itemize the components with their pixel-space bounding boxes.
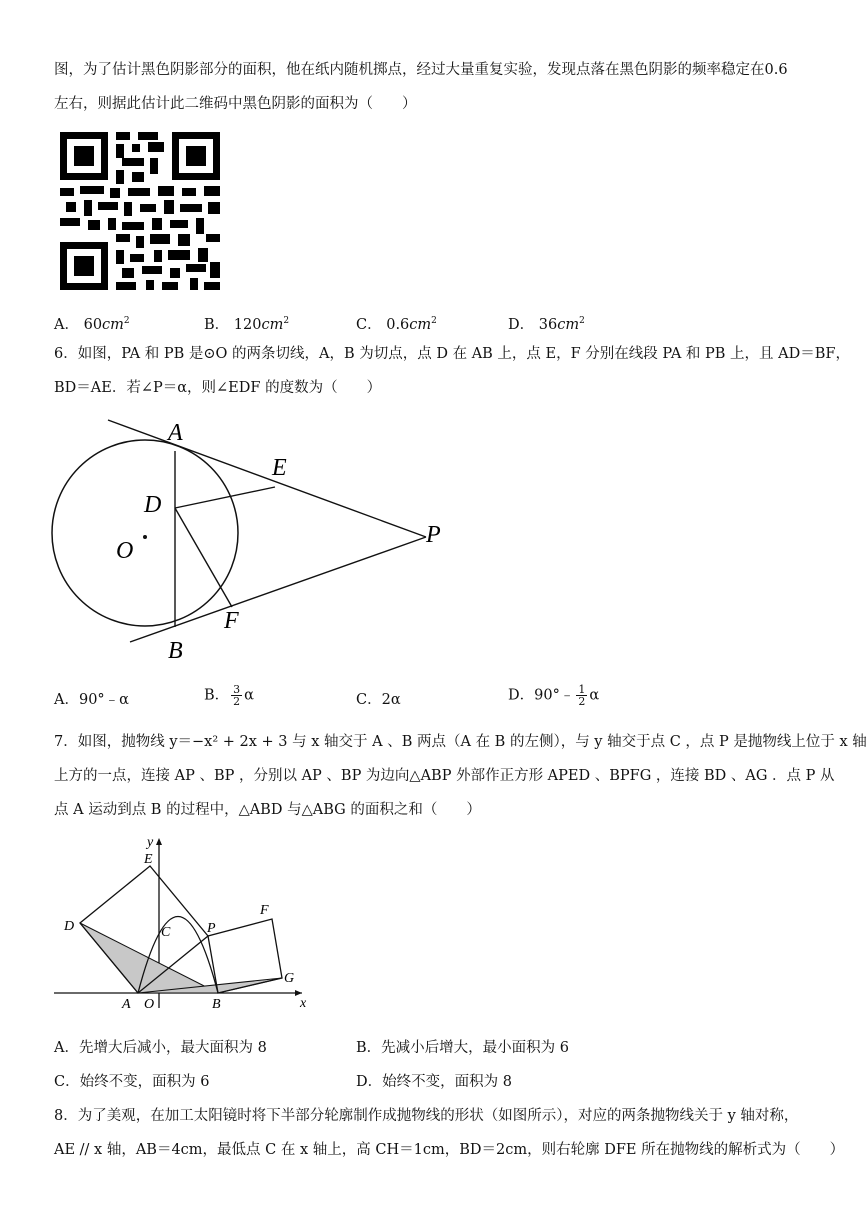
- label-p: P: [426, 522, 441, 548]
- option-value: 120: [233, 316, 262, 333]
- qr-finder-top-right: [172, 132, 220, 180]
- tangent-pa: [108, 420, 426, 537]
- q6-geometry-figure: [40, 410, 460, 670]
- option-label: A．: [54, 316, 79, 333]
- q5-option-d[interactable]: [508, 311, 585, 335]
- option-text: 先减小后增大，最小面积为 6: [381, 1040, 569, 1056]
- qr-finder-top-left: [60, 132, 108, 180]
- q5-line1: 图，为了估计黑色阴影部分的面积，他在纸内随机掷点，经过大量重复实验，发现点落在黑色阴影的频率稳定在0.6: [54, 62, 788, 78]
- q6-line2: BD＝AE．若∠P＝α，则∠EDF 的度数为（ ）: [54, 380, 382, 396]
- option-label: C．: [54, 1074, 80, 1090]
- q6-line1: 6．如图，PA 和 PB 是⊙O 的两条切线，A，B 为切点，点 D 在 AB 上，点 E，F 分别在线段 PA 和 PB 上，且 AD＝BF，: [54, 346, 850, 362]
- label-e: E: [272, 455, 287, 481]
- fraction: [576, 684, 587, 707]
- label-y: y: [147, 835, 154, 850]
- option-unit: cm: [261, 316, 284, 333]
- option-exponent: 2: [431, 316, 437, 326]
- segment-df: [175, 508, 232, 607]
- option-text: 始终不变，面积为 8: [382, 1074, 512, 1090]
- option-exponent: 2: [579, 316, 585, 326]
- q7-line2: 上方的一点，连接 AP 、BP ，分别以 AP 、BP 为边向△ABP 外部作正方形 APED 、BPFG ，连接 BD 、AG ．点 P 从: [54, 768, 835, 784]
- option-label: C．: [356, 316, 382, 333]
- y-axis-arrow: [156, 838, 162, 845]
- label-b: B: [168, 638, 183, 664]
- option-label: A．: [54, 692, 79, 708]
- circle-o: [52, 440, 238, 626]
- option-value: 0.6: [386, 316, 410, 333]
- option-label: B．: [204, 687, 230, 704]
- fraction: [231, 684, 242, 707]
- qr-code-image: [58, 130, 222, 292]
- option-label: D．: [508, 687, 535, 704]
- q7-line3: 点 A 运动到点 B 的过程中，△ABD 与△ABG 的面积之和（ ）: [54, 802, 481, 818]
- q8-line1: 8．为了美观，在加工太阳镜时将下半部分轮廓制作成抛物线的形状（如图所示），对应的两条抛物线关于 y 轴对称，: [54, 1108, 799, 1124]
- fraction-numerator: 1: [578, 683, 586, 696]
- center-point-o: [143, 535, 147, 539]
- q6-option-a[interactable]: [54, 690, 129, 710]
- label-g: G: [284, 971, 295, 986]
- option-prefix: 90°﹣: [534, 687, 575, 704]
- q5-option-b[interactable]: [204, 311, 289, 335]
- q7-option-a[interactable]: [54, 1038, 267, 1058]
- q7-option-c[interactable]: [54, 1072, 209, 1092]
- option-unit: cm: [409, 316, 432, 333]
- option-text: 2α: [381, 692, 401, 708]
- q7-line1: 7．如图，抛物线 y＝−x² + 2x + 3 与 x 轴交于 A 、B 两点（A 在 B 的左侧），与 y 轴交于点 C ，点 P 是抛物线上位于 x 轴: [54, 734, 867, 750]
- q6-option-c[interactable]: [356, 690, 401, 710]
- label-a: A: [168, 420, 183, 446]
- q5-line2: 左右，则据此估计此二维码中黑色阴影的面积为（ ）: [54, 96, 417, 112]
- q5-option-c[interactable]: [356, 311, 437, 335]
- label-o: O: [116, 538, 134, 564]
- option-text: 始终不变，面积为 6: [79, 1074, 210, 1090]
- option-label: C．: [356, 692, 382, 708]
- q6-option-d[interactable]: [508, 684, 599, 707]
- option-value: 60: [83, 316, 103, 333]
- option-text: α: [244, 687, 254, 704]
- fraction-numerator: 3: [233, 683, 241, 696]
- option-label: B．: [204, 316, 230, 333]
- option-label: B．: [356, 1040, 382, 1056]
- label-a: A: [122, 997, 131, 1012]
- label-b: B: [212, 997, 221, 1012]
- label-d: D: [64, 919, 75, 934]
- option-value: 36: [538, 316, 558, 333]
- q7-parabola-figure: [50, 830, 320, 1015]
- option-text: 先增大后减小，最大面积为 8: [78, 1040, 267, 1056]
- q7-option-b[interactable]: [356, 1038, 569, 1058]
- q6-option-b[interactable]: [204, 684, 254, 707]
- option-unit: cm: [557, 316, 580, 333]
- option-exponent: 2: [283, 316, 290, 326]
- fraction-denominator: 2: [233, 695, 241, 708]
- label-f: F: [260, 903, 269, 918]
- q8-line2: AE // x 轴，AB＝4cm，最低点 C 在 x 轴上，高 CH＝1cm，BD＝2cm，则右轮廓 DFE 所在抛物线的解析式为（ ）: [54, 1142, 845, 1158]
- option-label: D．: [356, 1074, 383, 1090]
- label-x: x: [300, 996, 307, 1011]
- fraction-denominator: 2: [578, 695, 586, 708]
- qr-finder-bottom-left: [60, 242, 108, 290]
- option-text: 90°﹣α: [78, 692, 129, 708]
- option-text: α: [589, 687, 600, 704]
- option-exponent: 2: [123, 316, 130, 326]
- label-o: O: [144, 997, 155, 1012]
- option-unit: cm: [102, 316, 124, 333]
- option-label: D．: [508, 316, 535, 333]
- q5-option-a[interactable]: [54, 311, 130, 335]
- label-p: P: [207, 921, 216, 936]
- label-e: E: [144, 852, 153, 867]
- q7-option-d[interactable]: [356, 1072, 512, 1092]
- label-d: D: [144, 492, 162, 518]
- option-label: A．: [54, 1040, 79, 1056]
- segment-de: [175, 487, 275, 508]
- label-f: F: [224, 608, 239, 634]
- label-c: C: [161, 925, 171, 940]
